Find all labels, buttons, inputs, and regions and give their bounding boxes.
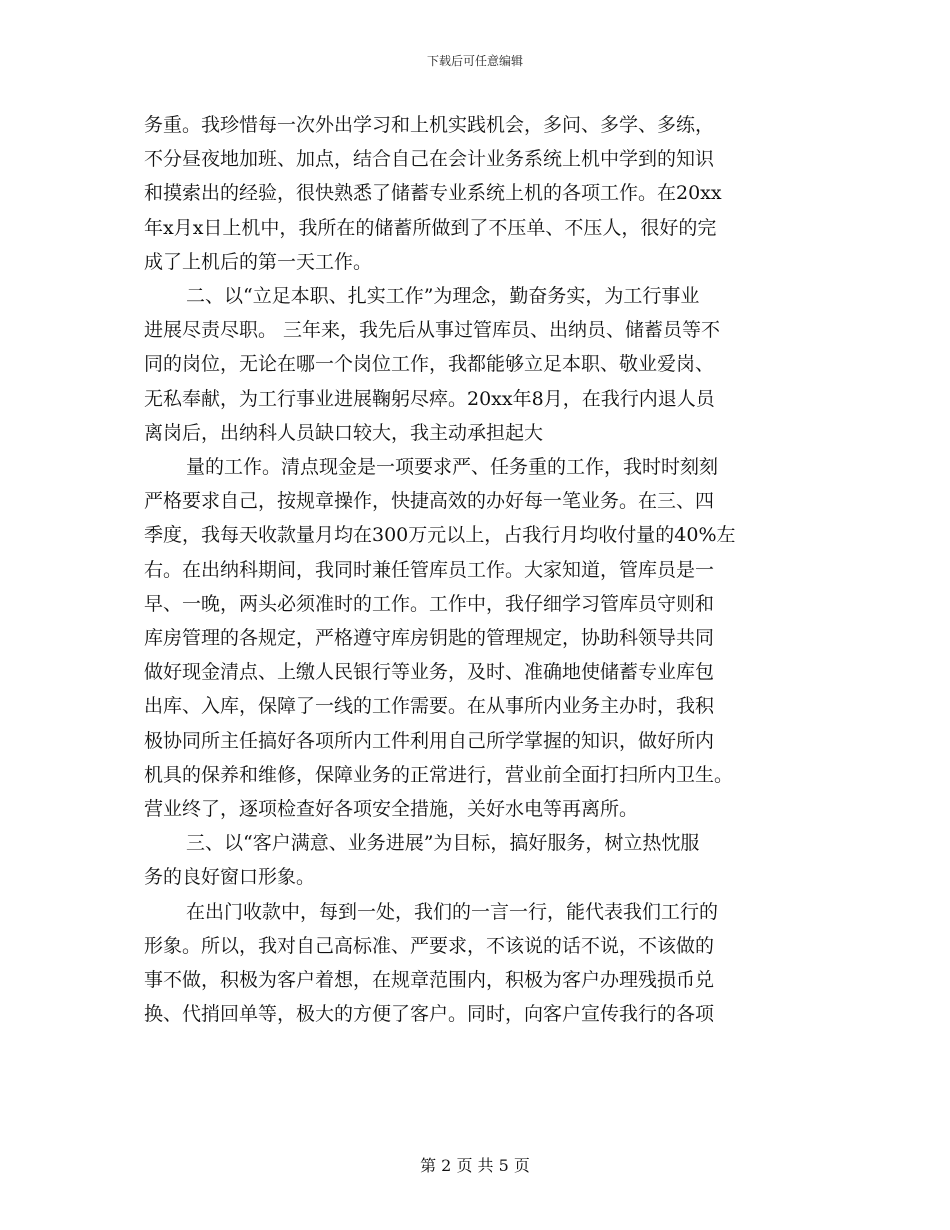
body-text-line: 右。在出纳科期间，我同时兼任管库员工作。大家知道，管库员是一 (144, 558, 715, 581)
body-text-line: 形象。所以，我对自己高标准、严要求，不该说的话不说，不该做的 (144, 934, 715, 957)
body-text-line: 做好现金清点、上缴人民银行等业务，及时、准确地使储蓄专业库包 (144, 661, 715, 684)
page-header: 下载后可任意编辑 (426, 54, 523, 68)
body-text-line: 在出门收款中，每到一处，我们的一言一行，能代表我们工行的 (186, 900, 719, 923)
body-text-line: 库房管理的各规定，严格遵守库房钥匙的管理规定，协助科领导共同 (144, 627, 715, 650)
body-text-line: 离岗后，出纳科人员缺口较大，我主动承担起大 (144, 421, 544, 444)
body-text-line: 换、代捎回单等，极大的方便了客户。同时，向客户宣传我行的各项 (144, 1003, 715, 1026)
body-text-line: 无私奉献，为工行事业进展鞠躬尽瘁。20xx年8月，在我行内退人员 (144, 387, 715, 410)
body-text-line: 营业终了，逐项检查好各项安全措施，关好水电等再离所。 (144, 798, 639, 821)
page-number-footer: 第 2 页 共 5 页 (420, 1156, 530, 1175)
body-text-line: 同的岗位，无论在哪一个岗位工作，我都能够立足本职、敬业爱岗、 (144, 353, 715, 376)
body-text-line: 和摸索出的经验，很快熟悉了储蓄专业系统上机的各项工作。在20xx (144, 182, 722, 205)
body-text-line: 成了上机后的第一天工作。 (144, 250, 373, 273)
body-text-line: 季度，我每天收款量月均在300万元以上，占我行月均收付量的40%左 (144, 524, 736, 547)
body-text-line: 年x月x日上机中，我所在的储蓄所做到了不压单、不压人，很好的完 (144, 216, 717, 239)
body-text-line: 量的工作。清点现金是一项要求严、任务重的工作，我时时刻刻 (186, 456, 719, 479)
body-text-line: 不分昼夜地加班、加点，结合自己在会计业务系统上机中学到的知识 (144, 148, 715, 171)
body-text-line: 早、一晚，两头必须准时的工作。工作中，我仔细学习管库员守则和 (144, 592, 715, 615)
body-text-line: 严格要求自己，按规章操作，快捷高效的办好每一笔业务。在三、四 (144, 490, 715, 513)
body-text-line: 机具的保养和维修，保障业务的正常进行，营业前全面打扫所内卫生。 (144, 763, 734, 786)
body-text-line: 进展尽责尽职。 三年来，我先后从事过管库员、出纳员、储蓄员等不 (144, 319, 721, 342)
body-text-line: 务的良好窗口形象。 (144, 866, 316, 889)
body-text-line: 极协同所主任搞好各项所内工件利用自己所学掌握的知识，做好所内 (144, 729, 715, 752)
body-text-line: 事不做，积极为客户着想，在规章范围内，积极为客户办理残损币兑 (144, 969, 715, 992)
document-body (144, 108, 804, 1031)
body-text-line: 二、以“立足本职、扎实工作”为理念，勤奋务实，为工行事业 (186, 285, 700, 308)
body-text-line: 出库、入库，保障了一线的工作需要。在从事所内业务主办时，我积 (144, 695, 715, 718)
body-text-line: 务重。我珍惜每一次外出学习和上机实践机会，多问、多学、多练， (144, 114, 715, 136)
body-text-line: 三、以“客户满意、业务进展”为目标，搞好服务，树立热忱服 (186, 832, 700, 855)
